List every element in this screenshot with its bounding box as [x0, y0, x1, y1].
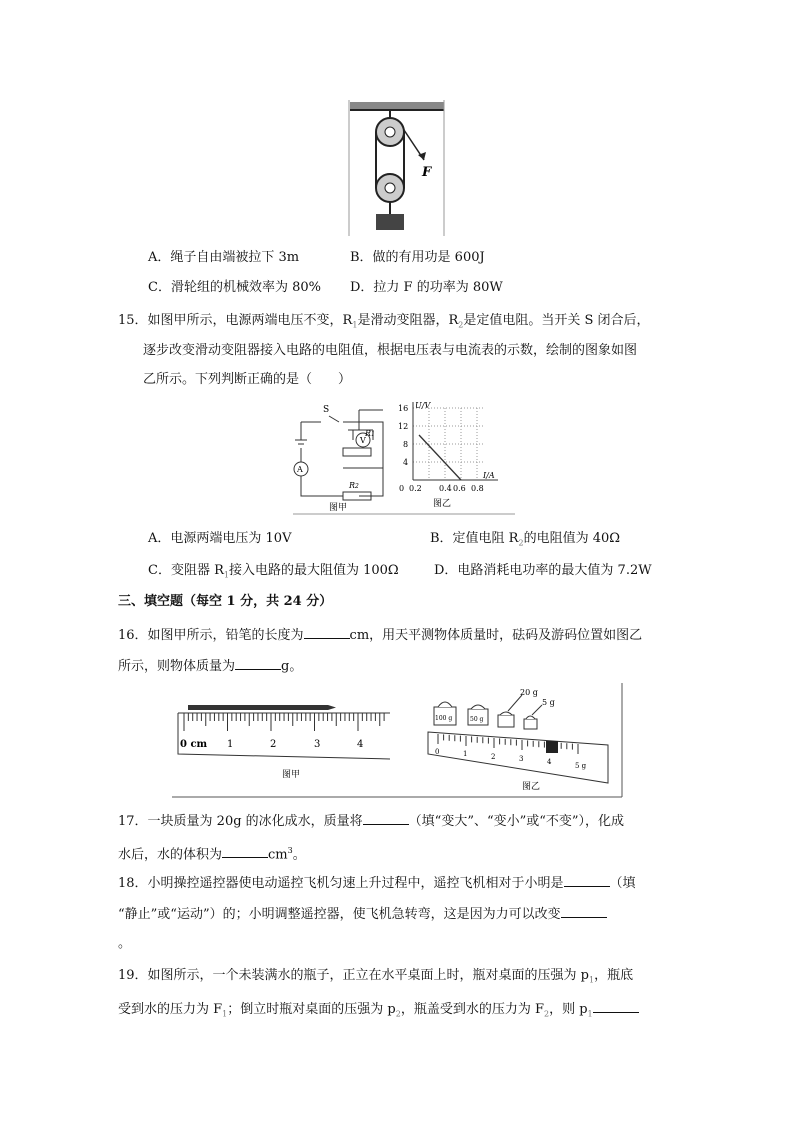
x-axis-label: I/A	[483, 471, 495, 480]
q16-line1: 16．如图甲所示，铅笔的长度为 cm，用天平测物体质量时，砝码及游码位置如图乙	[118, 628, 643, 643]
pulley-figure	[346, 100, 446, 236]
q17-line2: 水后，水的体积为 $cm^3$。	[118, 846, 306, 863]
svg-text:0 cm	[180, 739, 208, 750]
scale-tick: 1	[463, 750, 468, 758]
scale-tick: 4	[547, 758, 552, 766]
scale-tick: 3	[519, 755, 524, 763]
ruler-tick: 2	[270, 739, 277, 750]
caption-jia: 图甲	[329, 503, 348, 513]
force-label: F	[422, 165, 432, 180]
voltmeter-label: V	[360, 436, 366, 445]
r2-sub: 2	[355, 483, 359, 490]
q15-line1: 15．如图甲所示，电源两端电压不变，$R_1$是滑动变阻器，$R_2$是定值电阻。当开关 S 闭合后，	[118, 313, 650, 330]
scale-tick: 5 g	[575, 762, 587, 770]
q19-line2: 受到水的压力为 $F_1$；倒立时瓶对桌面的压强为 $p_2$，瓶盖受到水的压力为 $F_2$，则 $p_1$	[118, 1000, 639, 1023]
caption-jia: 图甲	[282, 770, 301, 780]
weight-label: 100 g	[435, 715, 453, 722]
r1-label: R	[365, 429, 372, 438]
scale-tick: 2	[491, 753, 496, 761]
ammeter-label: A	[297, 465, 303, 474]
ruler-balance-figure	[172, 683, 624, 799]
x-tick: 0.8	[471, 484, 484, 493]
y-tick: 4	[403, 458, 409, 467]
answer-blank[interactable]	[564, 874, 610, 887]
y-tick: 8	[403, 440, 409, 449]
q14-option-a: A．绳子自由端被拉下 3m	[148, 250, 300, 265]
switch-label: S	[323, 405, 330, 415]
ruler-tick: 3	[314, 739, 321, 750]
q18-line2: “静止”或“运动”）的；小明调整遥控器，使飞机急转弯，这是因为力可以改变	[118, 905, 607, 923]
svg-text:R1	[364, 429, 375, 438]
weight-label: 5 g	[542, 698, 555, 707]
ruler-tick: 0	[180, 739, 187, 750]
q15-option-b: B．定值电阻 $R_2$的电阻值为 40Ω	[430, 531, 621, 548]
answer-blank[interactable]	[235, 657, 281, 670]
q18-line1: 18．小明操控遥控器使电动遥控飞机匀速上升过程中，遥控飞机相对于小明是 （填	[118, 876, 636, 891]
section-title: 三、填空题（每空 1 分，共 24 分）	[118, 594, 333, 609]
weight-label: 20 g	[520, 688, 538, 697]
r1-sub: 1	[371, 431, 375, 438]
x-tick: 0.4	[439, 484, 452, 493]
ruler-unit: cm	[190, 739, 208, 750]
circuit-graph-figure	[293, 400, 515, 516]
y-tick: 12	[398, 422, 409, 431]
q14-option-d: D．拉力 F 的功率为 80W	[350, 280, 503, 295]
weight-label: 50 g	[470, 716, 484, 723]
q15-line2: 逐步改变滑动变阻器接入电路的电阻值，根据电压表与电流表的示数，绘制的图象如图	[143, 343, 638, 358]
caption-yi: 图乙	[522, 782, 541, 792]
y-axis-label: U/V	[415, 401, 431, 410]
answer-blank[interactable]	[304, 626, 350, 639]
answer-blank[interactable]	[222, 845, 268, 858]
caption-yi: 图乙	[433, 499, 452, 509]
ruler-tick: 1	[227, 739, 234, 750]
x-tick: 0.2	[409, 484, 422, 493]
svg-text:R2	[348, 481, 359, 490]
scale-tick: 0	[435, 748, 440, 756]
answer-blank[interactable]	[363, 812, 409, 825]
x-tick: 0.6	[453, 484, 466, 493]
q14-option-c: C．滑轮组的机械效率为 80%	[148, 280, 321, 295]
q15-option-a: A．电源两端电压为 10V	[148, 531, 292, 546]
q15-line3: 乙所示。下列判断正确的是（ ）	[143, 372, 352, 387]
r2-label: R	[349, 481, 356, 490]
q14-option-b: B．做的有用功是 600J	[350, 250, 485, 265]
q18-line3: 。	[118, 936, 132, 951]
q15-option-d: D．电路消耗电功率的最大值为 7.2W	[434, 563, 652, 578]
q17-line1: 17．一块质量为 20g 的冰化成水，质量将 （填“变大”、“变小”或“不变”），化成	[118, 814, 625, 829]
q19-line1: 19．如图所示，一个未装满水的瓶子，正立在水平桌面上时，瓶对桌面的压强为 $p_1$，瓶底	[118, 968, 634, 985]
q15-option-c: C．变阻器 $R_1$接入电路的最大阻值为 100Ω	[148, 563, 399, 580]
q16-line2: 所示，则物体质量为 g。	[118, 659, 303, 674]
x-tick: 0	[399, 484, 405, 493]
answer-blank[interactable]	[561, 905, 607, 918]
y-tick: 16	[398, 404, 409, 413]
ruler-tick: 4	[357, 739, 364, 750]
answer-blank[interactable]	[593, 1000, 639, 1013]
